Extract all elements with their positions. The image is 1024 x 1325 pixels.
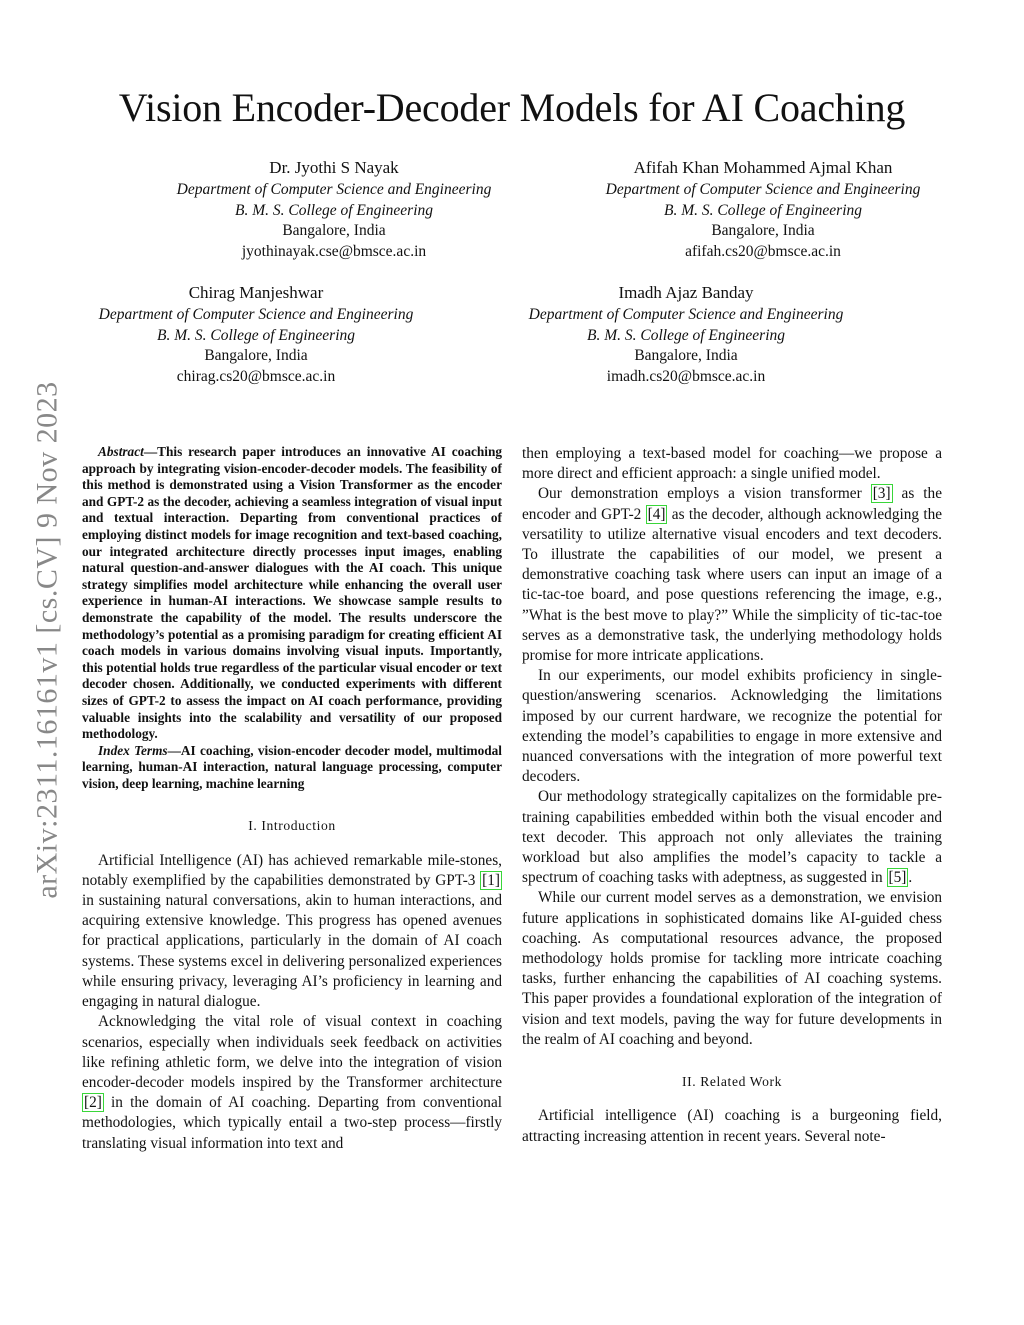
right-column (522, 444, 942, 1147)
arxiv-watermark (28, 350, 68, 930)
author-city: Bangalore, India (711, 222, 815, 239)
author-college: B. M. S. College of Engineering (234, 201, 434, 219)
text-run: Our demonstration employs a vision transformer (538, 485, 871, 503)
intro-paragraph-3 (522, 484, 942, 666)
text-run: Our methodology strategically capitalizes on the formidable pre-training capabilities embedded within both the visual encoder and text decoder. This approach not only alleviates the training workload but also amplifies the model’s capacity to tackle a spectrum of coaching tasks with adeptness, as suggested in (522, 788, 942, 887)
text-run: in sustaining natural conversations, akin to human interactions, and acquiring extensive knowledge. This progress has opened avenues for practical applications, particularly in the domain of AI coach systems. These systems excel in delivering personalized experiences while ensuring privacy, leveraging AI’s proficiency in learning and engaging in natural dialogue. (82, 892, 502, 1011)
author-email[interactable]: afifah.cs20@bmsce.ac.in (685, 242, 841, 260)
author-city: Bangalore, India (204, 347, 308, 364)
author-city: Bangalore, India (282, 222, 386, 239)
citation-link[interactable]: [2] (84, 1094, 102, 1112)
index-terms: Index Terms—AI coaching, vision-encoder decoder model, multimodal learning, human-AI interaction, natural language processing, computer vision, deep learning, machine learning (82, 742, 502, 791)
author-name: Imadh Ajaz Banday (618, 283, 754, 302)
abstract-text: This research paper introduces an innovative AI coaching approach by integrating vision-encoder-decoder models. The feasibility of this method is demonstrated using a Vision Transformer as the encoder and GPT-2 as the decoder, achieving a seamless integration of visual input and textual interaction. Departing from conventional practices of employing distinct models for image recognition and text-based coaching, our integrated architecture directly processes input images, enabling natural question-and-answer dialogues with the AI coach. This unique strategy simplifies model architecture while enhancing the overall user experience in human-AI interactions. We showcase sample results to demonstrate the capability of the model. The results underscore the methodology’s potential as a promising paradigm for creating efficient AI coach models in various domains involving visual inputs. Importantly, this potential holds true regardless of the particular visual encoder or text decoder chosen. Additionally, we conducted experiments with different sizes of GPT-2 to assess the impact on AI coach performance, providing valuable insights into the scalability and versatility of our proposed methodology. (82, 444, 502, 742)
author-email[interactable]: imadh.cs20@bmsce.ac.in (606, 367, 766, 385)
text-run: in the domain of AI coaching. Departing from conventional methodologies, which typically entail a two-step process—firstly translating visual information into text and (82, 1094, 502, 1152)
author-dept: Department of Computer Science and Engineering (176, 181, 492, 198)
text-run: as the decoder, although acknowledging the versatility to utilize alternative visual encoders and text decoders. To illustrate the capabilities of our model, we present a demonstrative coaching task where users can input an image of a tic-tac-toe board, and pose questions referencing the image, e.g., ”What is the best move to play?” While the simplicity of tic-tac-toe serves as a demonstrative task, the underlying methodology holds promise for more intricate applications. (522, 505, 943, 665)
intro-paragraph-2-continued: then employing a text-based model for coaching—we propose a more direct and efficient approach: a single unified model. (522, 445, 942, 483)
arxiv-id: arXiv:2311.16161v1 [cs.CV] 9 Nov 2023 (31, 381, 64, 899)
author-name: Afifah Khan Mohammed Ajmal Khan (633, 158, 893, 177)
text-run: . (908, 869, 913, 887)
intro-paragraph-5 (522, 787, 942, 888)
text-run: Acknowledging the vital role of visual context in coaching scenarios, especially when individuals seek feedback on activities like refining athletic form, we delve into the integration of vision encoder-decoder models inspired by the Transformer architecture (82, 1013, 502, 1091)
abstract-lead: Abstract (98, 444, 144, 459)
text-run: Artificial Intelligence (AI) has achieved remarkable mile-stones, notably exemplified by the capabilities demonstrated by GPT-3 (82, 851, 502, 889)
intro-paragraph-6: While our current model serves as a demonstration, we envision future applications in sophisticated domains like AI-guided chess coaching. As computational resources advance, the proposed methodology holds promise for tackling more intricate coaching tasks, further enhancing the capabilities of AI coaching systems. This paper provides a foundational exploration of the integration of vision and text models, paving the way for future developments in the realm of AI coaching and beyond. (522, 889, 942, 1048)
intro-paragraph-4: In our experiments, our model exhibits proficiency in single-question/answering scenarios. Acknowledging the limitations imposed by our current hardware, we recognize the potential for extending the model’s capabilities to engage in more extensive and nuanced conversations with the integration of more powerful text decoders. (522, 667, 942, 786)
intro-paragraph-2 (82, 1012, 502, 1153)
section-heading-introduction: I. Introduction (248, 818, 336, 834)
text-run: as the encoder and GPT-2 (522, 485, 942, 523)
author-block-1 (114, 157, 554, 262)
related-paragraph-1: Artificial intelligence (AI) coaching is a burgeoning field, attracting increasing attention in recent years. Several note- (522, 1107, 942, 1145)
author-name: Dr. Jyothi S Nayak (269, 158, 399, 177)
author-college: B. M. S. College of Engineering (156, 326, 356, 344)
citation-link[interactable]: [1] (482, 871, 500, 889)
author-city: Bangalore, India (634, 347, 738, 364)
author-dept: Department of Computer Science and Engineering (528, 306, 844, 323)
index-terms-text: AI coaching, vision-encoder decoder model, multimodal learning, human-AI interaction, natural language processing, computer vision, deep learning, machine learning (82, 742, 502, 791)
author-email[interactable]: jyothinayak.cse@bmsce.ac.in (241, 242, 427, 260)
author-name: Chirag Manjeshwar (188, 283, 324, 302)
author-block-3 (36, 282, 476, 387)
author-college: B. M. S. College of Engineering (586, 326, 786, 344)
author-block-2 (543, 157, 983, 262)
left-column (82, 444, 502, 1154)
citation-link[interactable]: [3] (872, 485, 891, 503)
author-block-4 (466, 282, 906, 387)
citation-link[interactable]: [5] (888, 869, 907, 887)
citation-link[interactable]: [4] (647, 505, 666, 523)
abstract: Abstract—This research paper introduces an innovative AI coaching approach by integrating vision-encoder-decoder models. The feasibility of this method is demonstrated using a Vision Transformer as the encoder and GPT-2 as the decoder, achieving a seamless integration of visual input and textual interaction. Departing from conventional practices of employing distinct models for image recognition and text-based coaching, our integrated architecture directly processes input images, enabling natural question-and-answer dialogues with the AI coach. This unique strategy simplifies model architecture while enhancing the overall user experience in human-AI interactions. We showcase sample results to demonstrate the capability of the model. The results underscore the methodology’s potential as a promising paradigm for creating efficient AI coach models in various domains involving visual inputs. Importantly, this potential holds true regardless of the particular visual encoder or text decoder chosen. Additionally, we conducted experiments with different sizes of GPT-2 to assess the impact on AI coach performance, providing valuable insights into the scalability and versatility of our proposed methodology. (82, 444, 502, 742)
paper-title: Vision Encoder-Decoder Models for AI Coaching (118, 85, 906, 130)
author-dept: Department of Computer Science and Engineering (605, 181, 921, 198)
author-email[interactable]: chirag.cs20@bmsce.ac.in (176, 367, 336, 385)
index-terms-lead: Index Terms (98, 742, 168, 758)
author-dept: Department of Computer Science and Engineering (98, 306, 414, 323)
section-heading-related-work: II. Related Work (682, 1074, 782, 1090)
intro-paragraph-1 (82, 851, 502, 1013)
author-college: B. M. S. College of Engineering (663, 201, 863, 219)
